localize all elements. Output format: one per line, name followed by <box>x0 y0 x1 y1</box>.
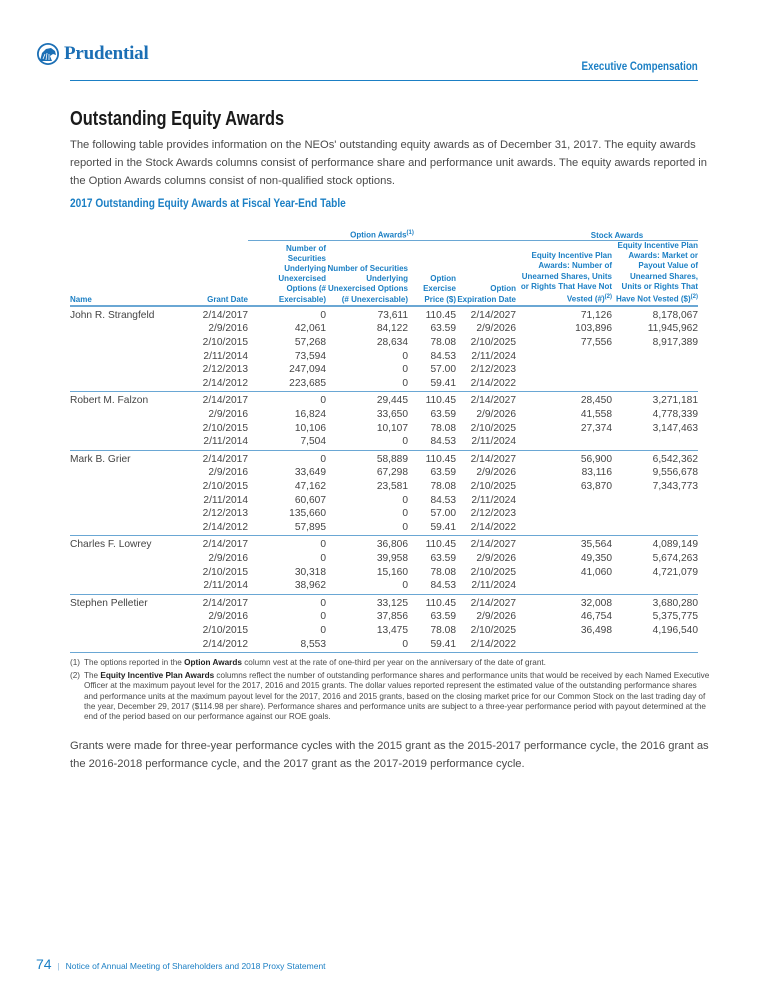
cell-name <box>70 624 188 638</box>
cell-exercisable: 16,824 <box>294 409 326 421</box>
cell-unexercisable: 29,445 <box>376 395 408 407</box>
cell-exercisable: 247,094 <box>289 364 326 376</box>
cell-expiration: 2/11/2024 <box>471 494 516 506</box>
cell-name <box>70 610 188 624</box>
cell-grant-date: 2/14/2012 <box>188 521 248 536</box>
cell-exercise-price: 78.08 <box>430 481 456 492</box>
cell-unearned-value: 8,917,389 <box>652 337 698 349</box>
cell-unexercisable: 23,581 <box>376 481 408 492</box>
cell-expiration: 2/10/2025 <box>470 566 516 578</box>
cell-expiration: 2/14/2022 <box>456 638 516 653</box>
cell-exercise-price: 63.59 <box>430 409 456 421</box>
cell-expiration: 2/14/2022 <box>456 377 516 392</box>
cell-unearned-value: 4,196,540 <box>652 624 698 636</box>
equity-awards-table <box>70 226 698 653</box>
cell-unexercisable: 33,125 <box>376 597 408 609</box>
cell-exercise-price: 110.45 <box>425 597 456 609</box>
cell-grant-date: 2/11/2014 <box>203 494 248 506</box>
cell-unearned-shares <box>516 507 612 521</box>
col-header-unearned-shares: Equity Incentive Plan Awards: Number of Unearned Shares, Units or Rights That Have Not Vested (#)$^{(2)}$ <box>516 241 612 306</box>
cell-exercisable: 0 <box>320 611 326 623</box>
table-row <box>70 350 698 364</box>
cell-exercise-price: 57.00 <box>430 364 456 376</box>
cell-unexercisable: 28,634 <box>376 337 408 349</box>
cell-exercise-price: 84.53 <box>408 435 456 450</box>
col-header-name: Name <box>70 241 188 306</box>
cell-unexercisable: 84,122 <box>376 323 408 335</box>
cell-exercisable: 33,649 <box>294 467 326 479</box>
footer-separator: | <box>57 962 60 971</box>
cell-unearned-shares <box>516 638 612 653</box>
cell-unearned-value <box>612 494 698 508</box>
cell-exercise-price: 78.08 <box>430 422 456 434</box>
cell-unearned-value <box>612 638 698 653</box>
cell-expiration: 2/14/2027 <box>470 395 516 407</box>
cell-exercisable: 73,594 <box>294 350 326 362</box>
cell-exercise-price: 78.08 <box>430 337 456 349</box>
cell-unexercisable: 13,475 <box>376 624 408 636</box>
brand-wordmark: Prudential <box>64 43 149 64</box>
table-row <box>70 336 698 350</box>
table-row <box>70 363 698 377</box>
cell-name <box>70 322 188 336</box>
table-body <box>70 306 698 653</box>
cell-expiration: 2/14/2022 <box>456 521 516 536</box>
cell-grant-date: 2/14/2017 <box>202 539 248 551</box>
cell-unearned-value: 4,721,079 <box>652 566 698 578</box>
cell-name <box>70 507 188 521</box>
footer-text: Notice of Annual Meeting of Shareholders and 2018 Proxy Statement <box>65 961 326 971</box>
cell-expiration: 2/9/2026 <box>476 611 516 623</box>
cell-exercise-price: 78.08 <box>430 624 456 636</box>
cell-unearned-shares: 77,556 <box>580 337 612 349</box>
cell-exercise-price: 110.45 <box>425 309 456 321</box>
table-row <box>70 507 698 521</box>
table-row <box>70 422 698 436</box>
cell-grant-date: 2/10/2015 <box>202 624 248 636</box>
cell-expiration: 2/9/2026 <box>476 409 516 421</box>
cell-unexercisable: 0 <box>402 364 408 376</box>
cell-unearned-value: 4,778,339 <box>652 409 698 421</box>
section-label: Executive Compensation <box>581 61 698 73</box>
cell-unearned-value: 5,674,263 <box>652 552 698 564</box>
cell-grant-date: 2/14/2017 <box>202 453 248 465</box>
cell-exercise-price: 59.41 <box>408 638 456 653</box>
cell-name: Stephen Pelletier <box>70 597 148 609</box>
cell-exercise-price: 63.59 <box>430 323 456 335</box>
cell-grant-date: 2/10/2015 <box>202 337 248 349</box>
cell-unearned-shares <box>516 350 612 364</box>
table-row <box>70 494 698 508</box>
table-row <box>70 536 698 552</box>
table-row <box>70 594 698 610</box>
cell-grant-date: 2/12/2013 <box>202 508 248 520</box>
cell-exercisable: 30,318 <box>294 566 326 578</box>
cell-unearned-shares <box>516 435 612 450</box>
cell-unearned-shares: 41,060 <box>580 566 612 578</box>
cell-grant-date: 2/10/2015 <box>202 481 248 492</box>
cell-unearned-shares: 27,374 <box>580 422 612 434</box>
cell-exercise-price: 84.53 <box>430 350 456 362</box>
cell-grant-date: 2/9/2016 <box>208 323 248 335</box>
cell-unexercisable: 15,160 <box>376 566 408 578</box>
cell-expiration: 2/14/2027 <box>470 309 516 321</box>
cell-grant-date: 2/11/2014 <box>188 579 248 594</box>
cell-expiration: 2/12/2023 <box>470 508 516 520</box>
page-number: 74 <box>36 956 52 972</box>
cell-unearned-shares: 28,450 <box>580 395 612 407</box>
cell-unexercisable: 58,889 <box>376 453 408 465</box>
cell-exercisable: 0 <box>320 552 326 564</box>
table-row <box>70 480 698 494</box>
cell-exercisable: 0 <box>320 539 326 551</box>
cell-exercisable: 57,268 <box>294 337 326 349</box>
table-row <box>70 306 698 323</box>
group-header-stock-awards: Stock Awards <box>516 226 698 241</box>
cell-unearned-value: 3,147,463 <box>652 422 698 434</box>
cell-name: Mark B. Grier <box>70 453 131 465</box>
cell-grant-date: 2/9/2016 <box>208 467 248 479</box>
cell-name <box>70 638 188 653</box>
table-row <box>70 435 698 450</box>
cell-unexercisable: 36,806 <box>376 539 408 551</box>
cell-unexercisable: 37,856 <box>376 611 408 623</box>
cell-grant-date: 2/14/2012 <box>188 377 248 392</box>
cell-name <box>70 466 188 480</box>
cell-exercisable: 0 <box>320 309 326 321</box>
header-divider <box>70 80 698 81</box>
cell-unearned-shares: 56,900 <box>580 453 612 465</box>
cell-exercisable: 47,162 <box>294 481 326 492</box>
cell-expiration: 2/11/2024 <box>456 579 516 594</box>
cell-expiration: 2/9/2026 <box>476 323 516 335</box>
table-row <box>70 552 698 566</box>
cell-unearned-shares: 36,498 <box>580 624 612 636</box>
cell-grant-date: 2/9/2016 <box>208 611 248 623</box>
intro-paragraph: The following table provides information on the NEOs' outstanding equity awards as of December 31, 2017. The equity awards reported in the Stock Awards columns consist of performance share and performance unit awards. The equity awards reported in the Option Awards columns consist of non-qualified stock options. <box>70 139 707 187</box>
cell-exercise-price: 63.59 <box>430 552 456 564</box>
cell-exercise-price: 84.53 <box>430 494 456 506</box>
page-title: Outstanding Equity Awards <box>70 108 285 130</box>
table-row <box>70 392 698 408</box>
cell-unearned-shares <box>516 579 612 594</box>
cell-unearned-value <box>612 363 698 377</box>
cell-expiration: 2/12/2023 <box>470 364 516 376</box>
cell-unearned-shares: 32,008 <box>580 597 612 609</box>
cell-expiration: 2/14/2027 <box>470 597 516 609</box>
cell-expiration: 2/10/2025 <box>470 624 516 636</box>
table-row <box>70 322 698 336</box>
cell-unearned-shares: 103,896 <box>575 323 612 335</box>
cell-exercisable: 223,685 <box>248 377 326 392</box>
cell-unexercisable: 0 <box>326 579 408 594</box>
cell-grant-date: 2/14/2012 <box>188 638 248 653</box>
cell-name <box>70 521 188 536</box>
cell-name: Robert M. Falzon <box>70 395 149 407</box>
closing-paragraph: Grants were made for three-year performance cycles with the 2015 grant as the 2015-2017 performance cycle, the 2016 grant as the 2016-2018 performance cycle, and the 2017 grant as the 2017-2019 performance cycle. <box>70 740 709 770</box>
cell-grant-date: 2/11/2014 <box>188 435 248 450</box>
cell-exercisable: 7,504 <box>248 435 326 450</box>
cell-unexercisable: 0 <box>326 377 408 392</box>
cell-expiration: 2/11/2024 <box>471 350 516 362</box>
cell-unexercisable: 33,650 <box>376 409 408 421</box>
cell-unearned-shares: 35,564 <box>580 539 612 551</box>
cell-name: John R. Strangfeld <box>70 309 155 321</box>
cell-expiration: 2/14/2027 <box>470 539 516 551</box>
cell-unearned-value <box>612 377 698 392</box>
cell-exercise-price: 78.08 <box>430 566 456 578</box>
cell-exercise-price: 110.45 <box>425 395 456 407</box>
cell-unearned-value: 3,271,181 <box>652 395 698 407</box>
cell-unexercisable: 0 <box>326 638 408 653</box>
cell-exercisable: 0 <box>320 624 326 636</box>
cell-unearned-shares: 49,350 <box>580 552 612 564</box>
table-row <box>70 521 698 536</box>
table-row <box>70 377 698 392</box>
cell-exercisable: 0 <box>320 395 326 407</box>
cell-exercise-price: 59.41 <box>408 521 456 536</box>
footnote-2: (2) The Equity Incentive Plan Awards columns reflect the number of outstanding performance shares and performance units that would be received by each Named Executive Officer at the maximum payout level for the 2017, 2016 and 2015 grants. The dollar values reported represent the estimated value of the outstanding performance shares and performance units at the maximum payout level for the 2017, 2016 and 2015 grants, based on the closing market price for our Common Stock on the last trading day of the year, December 29, 2017 ($114.98 per share). Performance shares and performance units are subject to a three-year performance period with payout determined at the end of the period based on our performance against our ROE goals. <box>70 671 710 722</box>
cell-name <box>70 552 188 566</box>
cell-unearned-value <box>612 507 698 521</box>
cell-exercise-price: 59.41 <box>408 377 456 392</box>
cell-unearned-value: 4,089,149 <box>652 539 698 551</box>
cell-grant-date: 2/14/2017 <box>202 309 248 321</box>
cell-unearned-value: 8,178,067 <box>652 309 698 321</box>
col-header-exercisable: Number of Securities Underlying Unexercised Options (# Exercisable) <box>248 241 326 306</box>
cell-unexercisable: 0 <box>402 508 408 520</box>
cell-exercisable: 8,553 <box>248 638 326 653</box>
table-row <box>70 466 698 480</box>
cell-name <box>70 422 188 436</box>
cell-exercisable: 57,895 <box>248 521 326 536</box>
cell-grant-date: 2/9/2016 <box>208 552 248 564</box>
cell-grant-date: 2/11/2014 <box>203 350 248 362</box>
col-header-unexercisable: Number of Securities Underlying Unexercised Options (# Unexercisable) <box>326 241 408 306</box>
cell-exercisable: 38,962 <box>248 579 326 594</box>
table-row <box>70 638 698 653</box>
cell-exercisable: 0 <box>320 453 326 465</box>
cell-expiration: 2/10/2025 <box>470 337 516 349</box>
cell-name <box>70 494 188 508</box>
footnote-1: (1) The options reported in the Option Awards column vest at the rate of one-third per year on the anniversary of the date of grant. <box>70 658 546 667</box>
cell-unearned-value <box>612 350 698 364</box>
cell-unearned-shares <box>516 363 612 377</box>
cell-exercise-price: 63.59 <box>430 467 456 479</box>
cell-unearned-shares <box>516 494 612 508</box>
table-title: 2017 Outstanding Equity Awards at Fiscal Year-End Table <box>70 198 346 210</box>
page-footer <box>36 956 326 972</box>
cell-unearned-value: 7,343,773 <box>652 481 698 492</box>
cell-name <box>70 336 188 350</box>
cell-exercise-price: 63.59 <box>430 611 456 623</box>
col-header-expiration: Option Expiration Date <box>456 241 516 306</box>
cell-unearned-shares: 63,870 <box>580 481 612 492</box>
cell-unexercisable: 0 <box>326 521 408 536</box>
table-row <box>70 579 698 594</box>
brand-logo <box>36 42 149 66</box>
cell-unearned-value <box>612 435 698 450</box>
cell-grant-date: 2/14/2017 <box>202 395 248 407</box>
cell-grant-date: 2/10/2015 <box>202 422 248 434</box>
cell-name <box>70 377 188 392</box>
cell-expiration: 2/9/2026 <box>476 467 516 479</box>
cell-expiration: 2/10/2025 <box>470 481 516 492</box>
cell-name <box>70 566 188 580</box>
cell-unearned-value: 6,542,362 <box>652 453 698 465</box>
cell-exercise-price: 57.00 <box>430 508 456 520</box>
cell-unexercisable: 39,958 <box>376 552 408 564</box>
footnotes <box>70 658 710 725</box>
table-row <box>70 566 698 580</box>
cell-unexercisable: 67,298 <box>376 467 408 479</box>
cell-unearned-value <box>612 579 698 594</box>
table-row <box>70 624 698 638</box>
cell-expiration: 2/14/2027 <box>470 453 516 465</box>
cell-exercise-price: 110.45 <box>425 453 456 465</box>
cell-unexercisable: 73,611 <box>377 309 408 321</box>
group-header-option-awards: Option Awards$^{(1)}$ <box>248 226 516 241</box>
cell-unearned-shares <box>516 377 612 392</box>
cell-unearned-value: 9,556,678 <box>652 467 698 479</box>
cell-unearned-value: 5,375,775 <box>652 611 698 623</box>
table-row <box>70 408 698 422</box>
cell-expiration: 2/11/2024 <box>456 435 516 450</box>
cell-grant-date: 2/14/2017 <box>202 597 248 609</box>
rock-of-gibraltar-icon <box>36 42 60 66</box>
table-row <box>70 450 698 466</box>
cell-unexercisable: 0 <box>326 435 408 450</box>
cell-name <box>70 350 188 364</box>
cell-expiration: 2/10/2025 <box>470 422 516 434</box>
cell-grant-date: 2/10/2015 <box>202 566 248 578</box>
cell-expiration: 2/9/2026 <box>476 552 516 564</box>
cell-unexercisable: 0 <box>402 350 408 362</box>
col-header-exercise-price: Option Exercise Price ($) <box>408 241 456 306</box>
cell-exercisable: 42,061 <box>294 323 326 335</box>
cell-unearned-shares <box>516 521 612 536</box>
cell-grant-date: 2/9/2016 <box>208 409 248 421</box>
cell-name <box>70 435 188 450</box>
col-header-unearned-value: Equity Incentive Plan Awards: Market or Payout Value of Unearned Shares, Units or Rights That Have Not Vested ($)$^{(2)}$ <box>612 241 698 306</box>
col-header-grant-date: Grant Date <box>188 241 248 306</box>
cell-unearned-value: 11,945,962 <box>647 323 698 335</box>
cell-exercise-price: 84.53 <box>408 579 456 594</box>
cell-name <box>70 363 188 377</box>
cell-name <box>70 480 188 494</box>
cell-name: Charles F. Lowrey <box>70 539 152 551</box>
cell-grant-date: 2/12/2013 <box>202 364 248 376</box>
cell-exercisable: 0 <box>320 597 326 609</box>
cell-name <box>70 579 188 594</box>
cell-exercisable: 10,106 <box>294 422 326 434</box>
cell-exercisable: 135,660 <box>289 508 326 520</box>
cell-unearned-shares: 41,558 <box>580 409 612 421</box>
cell-unearned-value <box>612 521 698 536</box>
cell-unexercisable: 10,107 <box>376 422 408 434</box>
cell-unexercisable: 0 <box>402 494 408 506</box>
cell-name <box>70 408 188 422</box>
cell-exercise-price: 110.45 <box>425 539 456 551</box>
cell-unearned-shares: 83,116 <box>581 467 612 479</box>
cell-unearned-shares: 46,754 <box>580 611 612 623</box>
cell-unearned-shares: 71,126 <box>580 309 612 321</box>
cell-exercisable: 60,607 <box>294 494 326 506</box>
cell-unearned-value: 3,680,280 <box>652 597 698 609</box>
table-row <box>70 610 698 624</box>
